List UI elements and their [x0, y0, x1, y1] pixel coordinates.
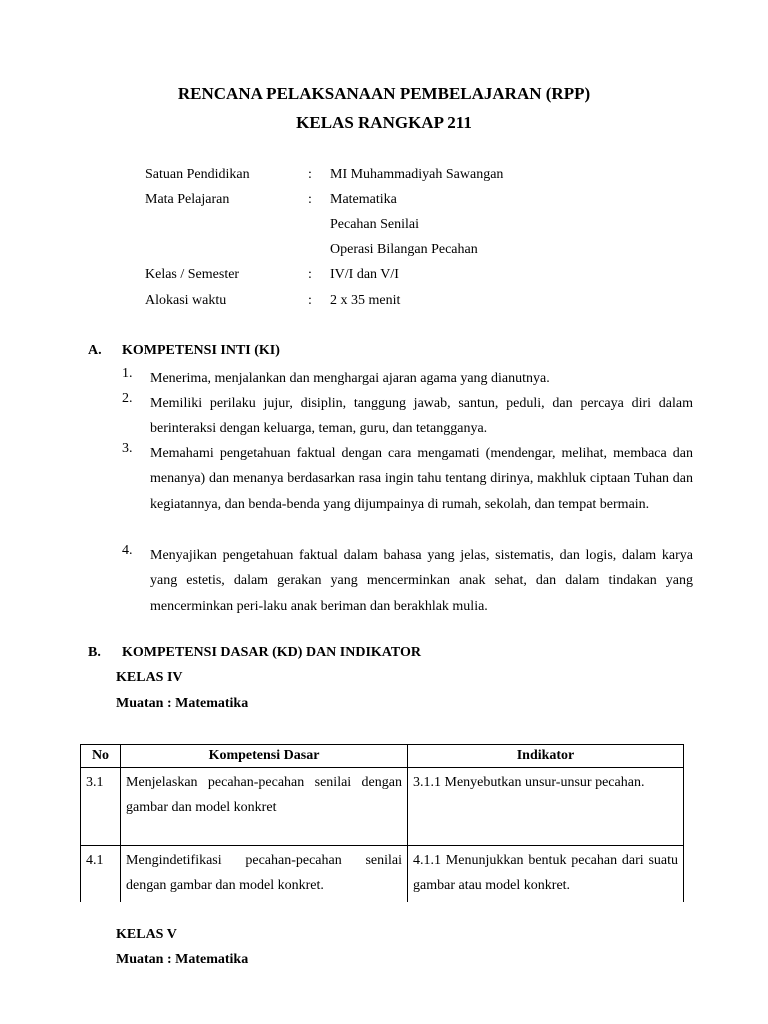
identity-value: Pecahan Senilai [330, 217, 420, 232]
cell-kompetensi-dasar: Mengindetifikasi pecahan-pecahan senilai dengan gambar dan model konkret. [121, 846, 408, 924]
list-item-text: Memahami pengetahuan faktual dengan cara mengamati (mendengar, melihat, membaca dan menanya) dan menanya berdasarkan rasa ingin tahu tentang dirinya, makhluk ciptaan Tuhan dan kegiatannya, dan benda-benda yang dijumpainya di rumah, sekolah, dan tempat bermain. [150, 446, 693, 512]
kelas-v-label: KELAS V [116, 927, 177, 942]
section-letter: A. [88, 343, 102, 358]
identity-value: Operasi Bilangan Pecahan [330, 242, 478, 257]
identity-value: IV/I dan V/I [330, 267, 399, 282]
cell-kompetensi-dasar: Menjelaskan pecahan-pecahan senilai dengan gambar dan model konkret [121, 768, 408, 846]
list-item-text: Menerima, menjalankan dan menghargai ajaran agama yang dianutnya. [150, 371, 550, 386]
column-header-kd: Kompetensi Dasar [121, 745, 408, 768]
identity-label: Alokasi waktu [145, 293, 227, 308]
list-item-text: Menyajikan pengetahuan faktual dalam bahasa yang jelas, sistematis, dan logis, dalam karya yang estetis, dalam gerakan yang mencerminkan anak sehat, dan dalam tindakan yang mencerminkan peri-laku anak beriman dan berakhlak mulia. [150, 548, 693, 614]
identity-value: Matematika [330, 192, 397, 207]
section-title: KOMPETENSI INTI (KI) [122, 343, 280, 358]
cell-indikator: 4.1.1 Menunjukkan bentuk pecahan dari suatu gambar atau model konkret. [408, 846, 684, 924]
column-header-no: No [81, 745, 121, 768]
list-item-number: 1. [122, 366, 133, 381]
cell-indikator: 3.1.1 Menyebutkan unsur-unsur pecahan. [408, 768, 684, 846]
cell-no: 4.1 [81, 846, 121, 924]
identity-value: 2 x 35 menit [330, 293, 401, 308]
identity-label: Mata Pelajaran [145, 192, 230, 207]
identity-label: Kelas / Semester [145, 267, 240, 282]
document-subtitle: KELAS RANGKAP 211 [296, 113, 472, 132]
section-title: KOMPETENSI DASAR (KD) DAN INDIKATOR [122, 645, 421, 660]
table-header-row [81, 745, 684, 768]
identity-colon: : [308, 167, 312, 182]
identity-value: MI Muhammadiyah Sawangan [330, 167, 504, 182]
cell-no: 3.1 [81, 768, 121, 846]
muatan-iv-label: Muatan : Matematika [116, 696, 249, 711]
kd-indikator-table [80, 744, 684, 924]
muatan-v-label: Muatan : Matematika [116, 952, 249, 967]
kelas-iv-label: KELAS IV [116, 670, 183, 685]
identity-label: Satuan Pendidikan [145, 167, 250, 182]
list-item-number: 3. [122, 441, 133, 456]
identity-colon: : [308, 293, 312, 308]
list-item-number: 2. [122, 391, 133, 406]
list-item-text: Memiliki perilaku jujur, disiplin, tanggung jawab, santun, peduli, dan percaya diri dalam berinteraksi dengan keluarga, teman, guru, dan tetangganya. [150, 396, 693, 437]
table-row [81, 768, 684, 846]
section-letter: B. [88, 645, 101, 660]
identity-colon: : [308, 192, 312, 207]
column-header-indikator: Indikator [408, 745, 684, 768]
document-title: RENCANA PELAKSANAAN PEMBELAJARAN (RPP) [177, 84, 591, 103]
identity-colon: : [308, 267, 312, 282]
list-item-number: 4. [122, 543, 133, 558]
